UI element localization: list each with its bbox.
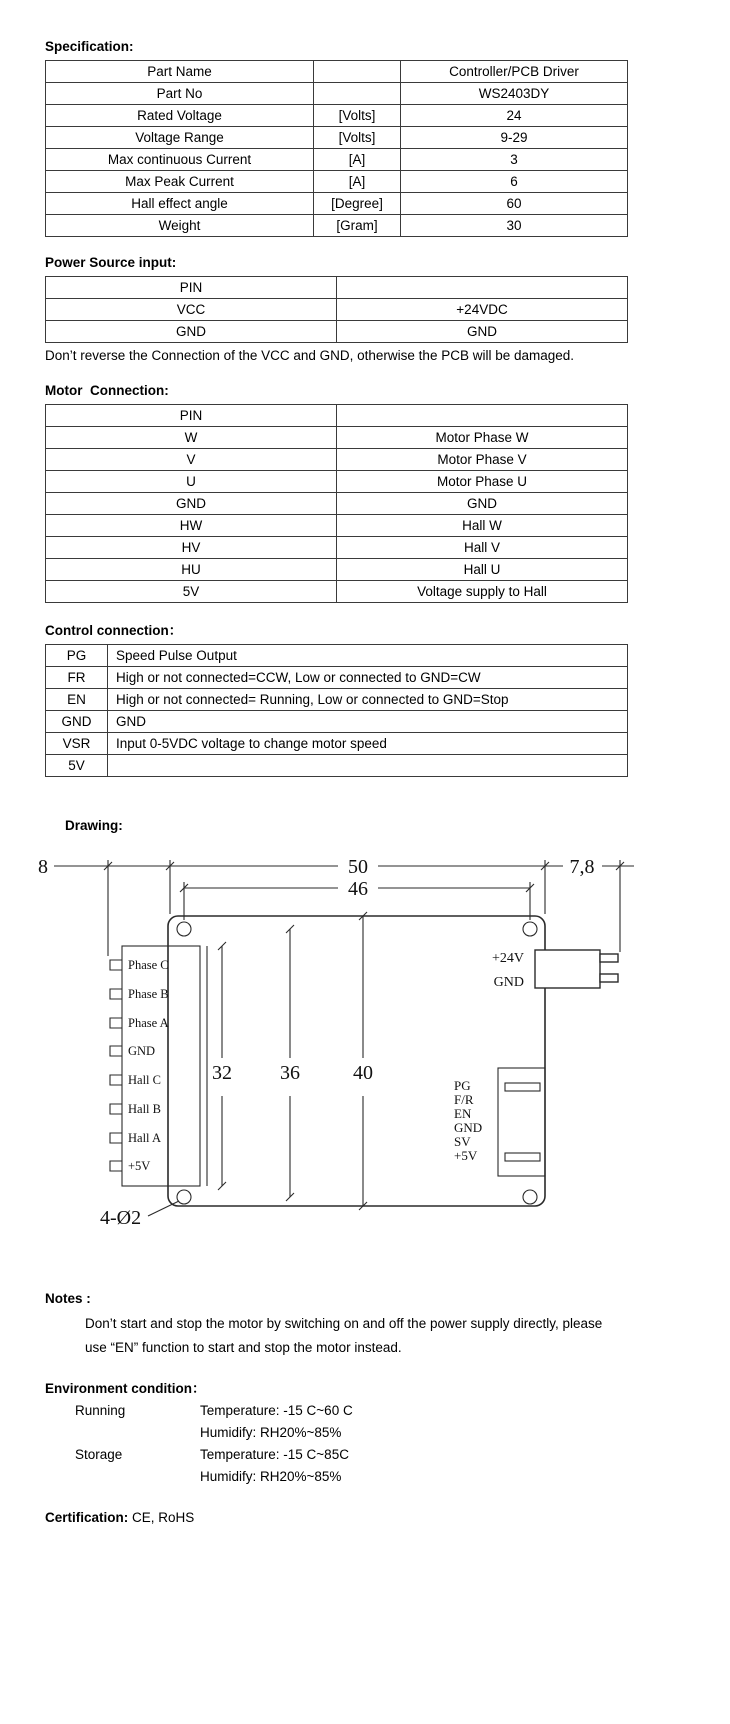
table-cell	[108, 755, 628, 777]
mounting-hole	[177, 922, 191, 936]
table-cell: Voltage Range	[46, 127, 314, 149]
drawing-heading: Drawing:	[65, 818, 123, 833]
power-pin-label: GND	[493, 975, 524, 990]
mounting-hole	[523, 1190, 537, 1204]
control-pin-label: SV	[454, 1134, 471, 1149]
table-cell: Weight	[46, 215, 314, 237]
table-cell	[337, 405, 628, 427]
table-cell: GND	[46, 711, 108, 733]
motor-section	[45, 382, 730, 603]
table-cell: GND	[337, 493, 628, 515]
table-cell: Motor Phase V	[337, 449, 628, 471]
env-running-temperature: Temperature: -15 C~60 C	[200, 1403, 353, 1418]
dim-50-label: 50	[348, 856, 368, 878]
control-heading: Control connection：	[45, 623, 183, 638]
table-cell: [A]	[314, 149, 401, 171]
table-cell: Motor Phase W	[337, 427, 628, 449]
table-cell: Rated Voltage	[46, 105, 314, 127]
left-pin-label: Phase C	[128, 958, 169, 972]
mounting-hole	[523, 922, 537, 936]
power-table	[45, 276, 628, 343]
left-pin-label: GND	[128, 1044, 156, 1058]
env-storage-temp-row	[45, 1444, 730, 1466]
left-pin-label: +5V	[128, 1159, 151, 1173]
table-cell: 9-29	[401, 127, 628, 149]
table-cell: HW	[46, 515, 337, 537]
table-row	[46, 733, 628, 755]
env-storage-temperature: Temperature: -15 C~85C	[200, 1447, 349, 1462]
table-cell	[314, 61, 401, 83]
certification-value: CE, RoHS	[128, 1510, 195, 1525]
control-pin-label: F/R	[454, 1092, 474, 1107]
left-pin-label: Phase B	[128, 987, 169, 1001]
env-running-label: Running	[75, 1403, 126, 1418]
table-row	[46, 581, 628, 603]
table-cell: Speed Pulse Output	[108, 645, 628, 667]
table-row	[46, 127, 628, 149]
table-cell: [Gram]	[314, 215, 401, 237]
table-cell: [Volts]	[314, 105, 401, 127]
table-cell: PG	[46, 645, 108, 667]
left-connector	[110, 946, 207, 1186]
table-cell: Controller/PCB Driver	[401, 61, 628, 83]
table-cell: [Volts]	[314, 127, 401, 149]
table-cell: +24VDC	[337, 299, 628, 321]
hole-callout	[100, 1201, 179, 1229]
dim-78-label: 7,8	[569, 856, 595, 878]
table-cell: 6	[401, 171, 628, 193]
table-row	[46, 321, 628, 343]
table-cell: Part No	[46, 83, 314, 105]
table-cell: [Degree]	[314, 193, 401, 215]
table-cell: GND	[108, 711, 628, 733]
table-cell: VSR	[46, 733, 108, 755]
table-cell: [A]	[314, 171, 401, 193]
notes-heading: Notes :	[45, 1291, 91, 1306]
power-section	[45, 254, 730, 366]
table-cell: GND	[337, 321, 628, 343]
table-cell: Part Name	[46, 61, 314, 83]
env-running-temp-row	[45, 1400, 730, 1422]
spec-section	[45, 38, 730, 237]
horizontal-dimension-lines	[54, 862, 634, 892]
table-cell: Hall effect angle	[46, 193, 314, 215]
environment-section	[45, 1380, 730, 1488]
dim-32-label: 32	[212, 1062, 232, 1084]
left-pin-label: Hall A	[128, 1131, 161, 1145]
motor-table	[45, 404, 628, 603]
table-cell: Input 0-5VDC voltage to change motor speed	[108, 733, 628, 755]
table-row	[46, 711, 628, 733]
dim-46-label: 46	[348, 878, 368, 900]
table-cell: V	[46, 449, 337, 471]
table-row	[46, 449, 628, 471]
table-row	[46, 149, 628, 171]
table-cell	[337, 277, 628, 299]
table-cell: EN	[46, 689, 108, 711]
spec-table	[45, 60, 628, 237]
table-cell: Motor Phase U	[337, 471, 628, 493]
env-running-humidity: Humidify: RH20%~85%	[200, 1425, 342, 1440]
table-cell: 3	[401, 149, 628, 171]
env-spacer	[75, 1466, 200, 1488]
table-cell: U	[46, 471, 337, 493]
table-row	[46, 559, 628, 581]
table-cell: Hall V	[337, 537, 628, 559]
notes-text-line1: Don’t start and stop the motor by switching on and off the power supply directly, please	[85, 1316, 603, 1331]
control-pin-label: EN	[454, 1106, 472, 1121]
pcb-outline	[168, 916, 545, 1206]
control-table	[45, 644, 628, 777]
vertical-dimension-lines	[218, 912, 367, 1210]
table-row	[46, 471, 628, 493]
dim-36-label: 36	[280, 1062, 300, 1084]
environment-heading: Environment condition：	[45, 1381, 206, 1396]
certification-label: Certification:	[45, 1510, 129, 1525]
pcb-dimension-drawing	[30, 850, 650, 1250]
table-row	[46, 299, 628, 321]
table-cell: FR	[46, 667, 108, 689]
control-connector	[454, 1068, 545, 1176]
control-section	[45, 622, 730, 777]
notes-section	[45, 1290, 730, 1360]
table-cell	[314, 83, 401, 105]
power-heading: Power Source input:	[45, 255, 177, 270]
motor-heading: Motor Connection:	[45, 383, 169, 398]
left-pin-label: Hall C	[128, 1073, 161, 1087]
table-cell: PIN	[46, 277, 337, 299]
table-cell: WS2403DY	[401, 83, 628, 105]
table-cell: VCC	[46, 299, 337, 321]
table-row	[46, 105, 628, 127]
table-cell: GND	[46, 493, 337, 515]
table-row	[46, 645, 628, 667]
table-cell: Hall U	[337, 559, 628, 581]
table-row	[46, 193, 628, 215]
table-cell: HU	[46, 559, 337, 581]
notes-text-line2: use “EN” function to start and stop the motor instead.	[85, 1340, 402, 1355]
table-row	[46, 755, 628, 777]
table-row	[46, 493, 628, 515]
table-cell: HV	[46, 537, 337, 559]
env-storage-humidity: Humidify: RH20%~85%	[200, 1469, 342, 1484]
env-running-humidity-row	[45, 1422, 730, 1444]
table-cell: 24	[401, 105, 628, 127]
table-cell: 5V	[46, 755, 108, 777]
dim-8-label: 8	[38, 856, 48, 878]
power-pin-label: +24V	[491, 951, 524, 966]
left-pin-label: Hall B	[128, 1102, 161, 1116]
table-cell: 5V	[46, 581, 337, 603]
table-cell: High or not connected= Running, Low or connected to GND=Stop	[108, 689, 628, 711]
table-cell: Max Peak Current	[46, 171, 314, 193]
table-cell: Voltage supply to Hall	[337, 581, 628, 603]
table-cell: GND	[46, 321, 337, 343]
table-cell: High or not connected=CCW, Low or connected to GND=CW	[108, 667, 628, 689]
dim-40-label: 40	[353, 1062, 373, 1084]
table-row	[46, 515, 628, 537]
certification-section	[45, 1510, 730, 1525]
hole-callout-label: 4-Ø2	[100, 1207, 142, 1229]
table-row	[46, 667, 628, 689]
control-pin-label: PG	[454, 1078, 471, 1093]
drawing-section	[38, 817, 730, 1250]
left-pin-label: Phase A	[128, 1016, 169, 1030]
table-row	[46, 215, 628, 237]
table-row	[46, 427, 628, 449]
table-row	[46, 61, 628, 83]
table-cell: Max continuous Current	[46, 149, 314, 171]
table-cell: 30	[401, 215, 628, 237]
table-row	[46, 83, 628, 105]
table-cell: Hall W	[337, 515, 628, 537]
table-cell: PIN	[46, 405, 337, 427]
table-row	[46, 277, 628, 299]
spec-heading: Specification:	[45, 39, 134, 54]
control-pin-label: +5V	[454, 1148, 478, 1163]
power-connector	[492, 950, 618, 990]
mounting-hole	[177, 1190, 191, 1204]
table-row	[46, 171, 628, 193]
control-pin-label: GND	[454, 1120, 483, 1135]
table-row	[46, 537, 628, 559]
env-spacer	[75, 1422, 200, 1444]
table-cell: 60	[401, 193, 628, 215]
env-storage-label: Storage	[75, 1447, 123, 1462]
table-row	[46, 405, 628, 427]
power-warning-text: Don’t reverse the Connection of the VCC and GND, otherwise the PCB will be damaged.	[45, 348, 575, 363]
left-connector-pins	[110, 960, 122, 1171]
env-storage-humidity-row	[45, 1466, 730, 1488]
table-row	[46, 689, 628, 711]
table-cell: W	[46, 427, 337, 449]
